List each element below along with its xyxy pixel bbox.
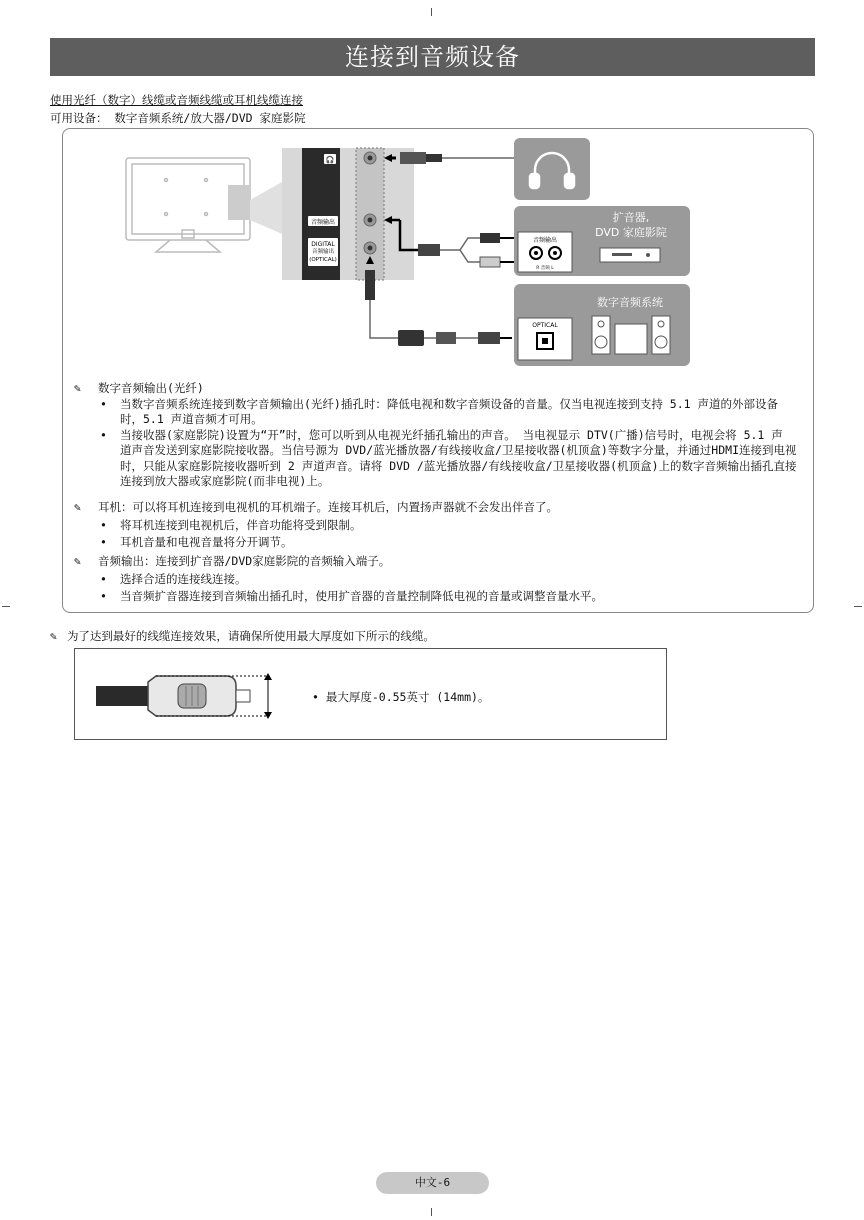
note-bullet-line: 连接到放大器或家庭影院(而非电视)上。 <box>120 474 330 488</box>
section-heading: 使用光纤（数字）线缆或音频线缆或耳机线缆连接 <box>50 93 303 107</box>
digital-audio-system-title: 数字音频系统 <box>597 296 663 309</box>
note-digital-audio-out <box>74 381 814 490</box>
bullet-icon: • <box>100 535 107 549</box>
dvd-player-icon <box>600 248 660 262</box>
connection-diagram <box>100 130 700 370</box>
dvd-home-theater-title: DVD 家庭影院 <box>595 226 667 239</box>
note-bullet-line: 选择合适的连接线连接。 <box>120 571 247 586</box>
pencil-icon: ✎ <box>50 629 57 643</box>
crop-mark <box>2 606 10 607</box>
note-bullet-line: 耳机音量和电视音量将分开调节。 <box>120 535 293 549</box>
audio-out-port-label: 音频输出 <box>310 219 336 226</box>
optical-port-label: OPTICAL <box>532 322 558 329</box>
digital-port-sublabel: 音频输出 <box>311 249 335 255</box>
cable-footnote <box>50 628 435 644</box>
crop-mark <box>854 606 862 607</box>
available-devices: 可用设备： 数字音频系统/放大器/DVD 家庭影院 <box>50 111 306 125</box>
note-audio-out <box>74 554 814 605</box>
optical-port-sublabel: (OPTICAL) <box>309 257 337 263</box>
note-bullet-line: 时，5.1 声道音频才可用。 <box>120 412 263 426</box>
digital-port-label: DIGITAL <box>311 241 335 248</box>
note-title: 音频输出：连接到扩音器/DVD家庭影院的音频输入端子。 <box>98 554 391 568</box>
page-title: 连接到音频设备 <box>50 38 815 76</box>
bullet-icon: • <box>100 427 107 442</box>
tv-port-area <box>228 185 250 220</box>
bullet-icon: • <box>100 517 107 532</box>
bullet-icon: • <box>100 589 107 603</box>
note-title: 数字音频输出(光纤) <box>98 381 204 395</box>
pencil-icon: ✎ <box>74 381 81 395</box>
cable-plug-icon <box>96 672 276 720</box>
amplifier-title: 扩音器, <box>612 211 650 224</box>
amp-port-label: 音频输出 <box>532 237 558 244</box>
headphones-device <box>514 138 590 200</box>
cable-spec: • 最大厚度-0.55英寸 (14mm)。 <box>312 690 490 704</box>
page-number: 中文-6 <box>376 1172 489 1194</box>
note-bullet-line: 当音频扩音器连接到音频输出插孔时，使用扩音器的音量控制降低电视的音量或调整音量水平。 <box>120 589 603 603</box>
crop-mark <box>431 8 432 16</box>
note-headphones <box>74 500 814 551</box>
note-bullet-line: 道声音发送到家庭影院接收器。当信号源为 DVD/蓝光播放器/有线接收盒/卫星接收器(机顶盒)等数字分量，并通过HDMI连接到电视 <box>120 443 797 457</box>
headphone-cable <box>384 152 514 164</box>
bullet-icon: • <box>100 571 107 586</box>
bullet-icon: • <box>100 396 107 411</box>
note-bullet-line: 当接收器(家庭影院)设置为“开”时，您可以听到从电视光纤插孔输出的声音。 当电视显示 DTV(广播)信号时，电视会将 5.1 声 <box>120 427 783 442</box>
zoom-callout <box>250 182 282 234</box>
note-bullet-line: 将耳机连接到电视机后，伴音功能将受到限制。 <box>120 517 362 532</box>
note-title: 耳机：可以将耳机连接到电视机的耳机端子。连接耳机后，内置扬声器就不会发出伴音了。 <box>98 500 558 514</box>
footnote-text: 为了达到最好的线缆连接效果，请确保所使用最大厚度如下所示的线缆。 <box>66 629 435 643</box>
headphone-label-icon: 🎧 <box>325 156 335 164</box>
pencil-icon: ✎ <box>74 500 81 514</box>
pencil-icon: ✎ <box>74 554 81 568</box>
amp-port-sublabel: R 音频 L <box>536 266 554 271</box>
note-bullet-line: 时，只能从家庭影院接收器听到 2 声道声音。请将 DVD /蓝光播放器/有线接收盒/卫星接收器(机顶盒)上的数字音频输出插孔直接 <box>120 458 797 473</box>
note-bullet-line: 当数字音频系统连接到数字音频输出(光纤)插孔时：降低电视和数字音频设备的音量。仅当电视连接到支持 5.1 声道的外部设备 <box>120 396 778 411</box>
crop-mark <box>431 1208 432 1216</box>
port-panel <box>282 148 414 280</box>
